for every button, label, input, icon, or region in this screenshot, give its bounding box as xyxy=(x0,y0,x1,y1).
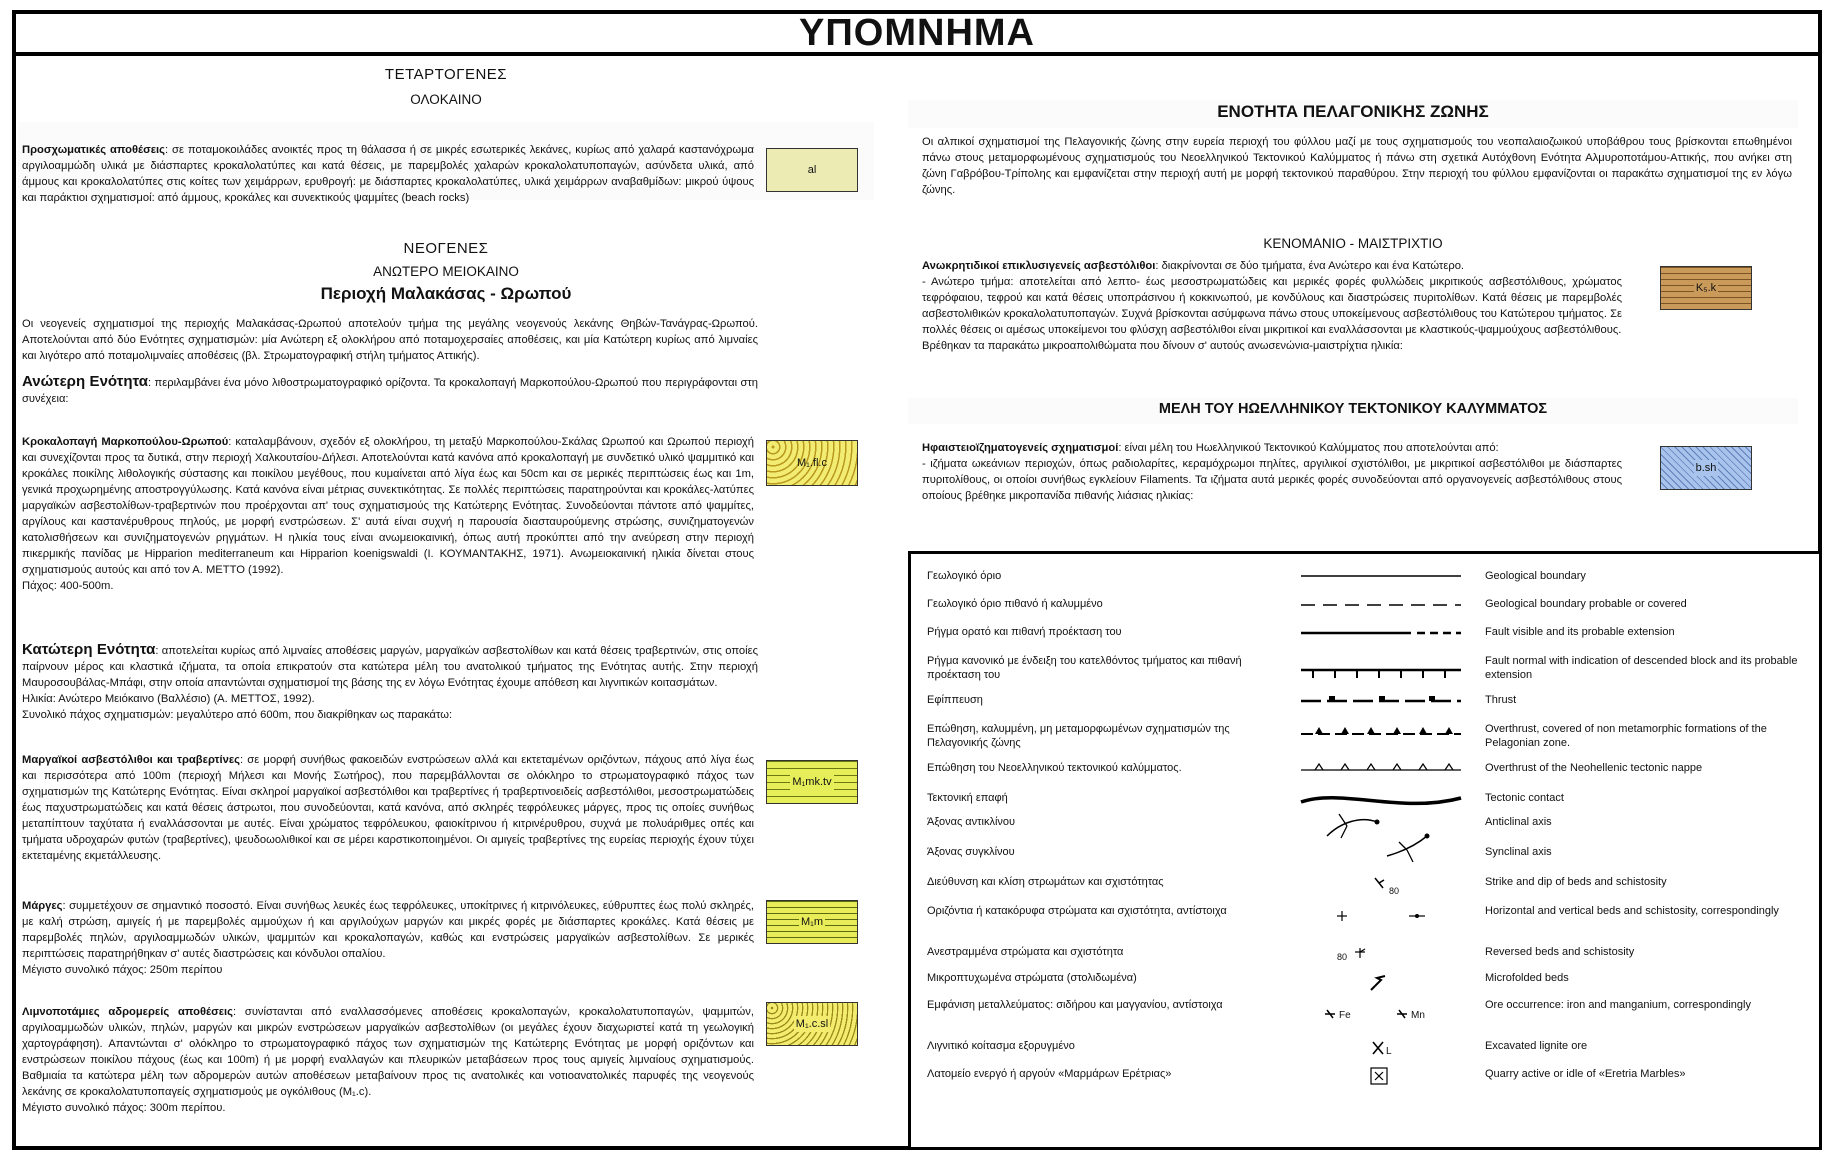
limestones-text: : διακρίνονται σε δύο τμήματα, ένα Ανώτερο και ένα Κατώτερο. xyxy=(1155,260,1465,272)
alluvial-description xyxy=(22,142,754,206)
symbol-marls-label: M₁m xyxy=(800,916,824,928)
legend-english: Tectonic contact xyxy=(1485,792,1564,804)
cenomanian-title: ΚΕΝΟΜΑΝΙΟ - ΜΑΙΣΤΡΙΧΤΙΟ xyxy=(1263,236,1443,251)
left-column xyxy=(18,62,874,1142)
limestones-upper: - Ανώτερο τμήμα: αποτελείται από λεπτο- έως μεσοστρωματώδεις και μερικές φορές φυλλώδεις μικριτικούς ασβεστόλιθους, χρώματος τεφρόφαιου, τεφρού και κατά θέσεις υποπράσινου ή κοκκινωπού, με κονδύλους και διαστρώσεις πυριτολίθων. Κατά θέσεις με παρεμβολές ασβεστολιθικών κροκαλολατυποπαγών. Συχνά βρίσκονται ασύμφωνα πάνω στους υποκείμενους ασβεστόλιθους του Κατώτερου τμήματος. Σε πολλές θέσεις οι αμέσως υποκείμενοι του φλύσχη ασβεστόλιθοι είναι μικριτικοί και εναλλάσσονται με κλαστικούς-ψαμμούχους ασβεστόλιθους. xyxy=(922,276,1622,336)
legend-greek: Ανεστραμμένα στρώματα και σχιστότητα xyxy=(927,946,1124,958)
symbol-marly-limestones xyxy=(766,760,858,804)
right-column xyxy=(908,94,1808,544)
legend-greek: Λατομείο ενεργό ή αργούν «Μαρμάρων Ερέτριας» xyxy=(927,1068,1172,1080)
legend-english: Thrust xyxy=(1485,694,1517,706)
period-quaternary: ΤΕΤΑΡΤΟΓΕΝΕΣ xyxy=(384,66,508,83)
marly-limestones-text: : σε μορφή συνήθως φακοειδών ενστρώσεων αλλά και εκτεταμένων οριζόντων, πάχους από λίγα έως και περισσότερα από 100m (περιοχή Μήλεσι και Μονής Σωτήρος), που παρεμβάλλονται σε ολόκληρο το στρωματογραφικό πάχος των σχηματισμών της Κατώτερης Ενότητας. Είναι σκληροί μαργαϊκοί ασβεστόλιθοι και τραβερτίνες ή τραβερτινοειδείς ασβεστόλιθοι, μεσοστρωματώδεις έως παχυστρωματώδεις και κατά θέσεις άστρωτοι, που συνοδεύονται, κατά κανόνα, από σκληρές τεφρόλευκες μάργες, προς τις οποίες συνήθως μεταπίπτουν ταχύτατα ή εναλλάσσονται με αυτές. Είναι χρώματος τεφρόλευκου, φαιοκίτρινου ή κιτρινέρυθρου, συχνά με πολυάριθμες οπές και τμήματα υδροχαρών φυτών (τραβερτίνες), ψευδοωολιθικοί και σε μέρει καρστικοποιημένοι. Οι αμιγείς τραβερτίνες της ευρείας περιοχής έχουν τύχει εκτεταμένης εκμετάλλευσης. xyxy=(22,754,754,862)
alluvial-text: : σε ποταμοκοιλάδες ανοικτές προς τη θάλασσα ή σε μικρές εσωτερικές λεκάνες, κυρίως από χαλαρά καστανόχρωμα αργιλοαμμώδη υλικά με διάσπαρτες κροκαλολατύπες και κατά θέσεις, με παρεμβολές χαλαρών κροκαλολατυποπαγών, ασύνδετα υλικά, από άμμους και κροκαλολατύπες στις κοίτες των χειμάρρων, ερυθρογή: με διάσπαρτες κροκαλολατύπες, υλικά χειμάρρων αναβαθμίδων: μικρού ύψους και παράκτιοι σχηματισμοί: από άμμους, κροκάλες και συνεκτικούς ψαμμίτες (beach rocks) xyxy=(22,144,754,204)
limestones-entry xyxy=(922,258,1622,354)
legend-english: Fault visible and its probable extension xyxy=(1485,626,1675,638)
marls-text: : συμμετέχουν σε σημαντικό ποσοστό. Είναι συνήθως λευκές έως τεφρόλευκες, υποκίτρινες ή κιτρινόλευκες, εύθρυπτες έως πολύ σκληρές, με καλή στρώση, αμιγείς ή με παρεμβολές αμμούχων ή και αργιλούχων μαργών και μικρές φορές με διάσπαρτες κροκάλες. Κατά θέσεις με παρεμβολές πηλών, αργιλοαμμωδών υλικών, ψαμμιτών και κροκαλοπαγών, καθώς και ενστρώσεις μαργαϊκών ασβεστολίθων. Σε μερικές περιπτώσεις παρατηρήθηκαν σ' αυτές διαστρώσεις και κόνδυλοι οπαλίου. xyxy=(22,900,754,960)
page-title: ΥΠΟΜΝΗΜΑ xyxy=(799,12,1035,54)
legend-greek: Άξονας συγκλίνου xyxy=(927,846,1015,858)
overthrust-icon xyxy=(1291,722,1471,758)
legend-greek: Λιγνιτικό κοίτασμα εξορυγμένο xyxy=(927,1040,1075,1052)
epoch-holocene: ΟΛΟΚΑΙΝΟ xyxy=(410,92,482,107)
legend-english: Horizontal and vertical beds and schistosity, correspondingly xyxy=(1485,905,1779,917)
neogene-intro: Οι νεογενείς σχηματισμοί της περιοχής Μαλακάσας-Ωρωπού αποτελούν τμήμα της μεγάλης νεογενούς λεκάνης Θηβών-Τανάγρας-Ωρωπού. Αποτελούνται από δύο Ενότητες σχηματισμών: μία Ανώτερη εξ ολοκλήρου από ποταμοχερσαίες αποθέσεις, και μία Κατώτερη κυρίως από λιμναίες και λιγότερο από ποταμολιμναίες αποθέσεις (βλ. Στρωματογραφική στήλη τμήματος Αττικής). xyxy=(22,318,758,362)
legend-greek: Επώθηση του Νεοελληνικού τεκτονικού καλύμματος. xyxy=(927,762,1182,774)
legend-english: Microfolded beds xyxy=(1485,972,1569,984)
lower-unit-text: : αποτελείται κυρίως από λιμναίες αποθέσεις μαργών, μαργαϊκών ασβεστολίθων και κατά θέσεις τραβερτινών, στις οποίες παίρνουν μέρος και κλαστικά ιζήματα, τα οποία επικρατούν στα κατώτερα μέλη του ανατολικού τμήματος της Ενότητας αυτής. Στην περιοχή Μαυροσουβάλας-Μπάφι, στην οποία απαντώνται σχηματισμοί της βάσης της εν λόγω Ενότητας έχουμε απόθεση και λιγνιτικών κοιτασμάτων. xyxy=(22,645,758,689)
legend-english: Excavated lignite ore xyxy=(1485,1040,1588,1052)
legend-english: Ore occurrence: iron and manganium, correspondingly xyxy=(1485,999,1751,1011)
lacustrine-thickness: Μέγιστο συνολικό πάχος: 300m περίπου. xyxy=(22,1102,226,1114)
lacustrine-text: : συνίστανται από εναλλασσόμενες αποθέσεις κροκαλοπαγών, κροκαλολατυποπαγών, ψαμμιτών, αργιλοαμμωδών υλικών, πηλών, μαργών και μικρών ενστρώσεων μαργαϊκών ασβεστολίθων (οι μεγάλες έχουν διαχωριστεί κατά τη γεωλογική χαρτογράφηση). Απαντώνται σ' ολόκληρο το στρωματογραφικό πάχος των σχηματισμών της Κατώτερης Ενότητας με μορφή οριζόντων και ενστρώσεων ποικίλου πάχους (έως και 100m) ή με μορφή εναλλαγών και πλευρικών μεταβάσεων προς τους αμιγείς λιμναίους σχηματισμούς. Βαθμιαία τα κατώτερα μέλη των αδρομερών αυτών αποθέσεων μεταβαίνουν προς τις ανατολικές και νοτιοανατολικές παρυφές της νεογενούς λεκάνης σε κροκαλολατυποπαγείς σχηματισμούς με ογκόλιθους (M₁.c). xyxy=(22,1006,754,1098)
legend-english: Geological boundary xyxy=(1485,570,1586,582)
title-bar xyxy=(12,10,1822,56)
strike-dip-value: 80 xyxy=(1389,886,1400,896)
limestones-fauna: Βρέθηκαν τα παρακάτω μικροαπολιθώματα που δίνουν σ' αυτούς ανωσενώνια-μαιστρίχτια ηλικία: xyxy=(922,340,1403,352)
upper-unit-term: Ανώτερη Ενότητα xyxy=(22,373,149,390)
symbol-limestones-label: K₅.k xyxy=(1695,282,1717,294)
ore-mn-label: Mn xyxy=(1411,1010,1425,1021)
legend-english: Fault normal with indication of descended block and its probable extension xyxy=(1485,655,1798,681)
marls-thickness: Μέγιστο συνολικό πάχος: 250m περίπου xyxy=(22,964,223,976)
symbol-marls xyxy=(766,900,858,944)
lacustrine-entry xyxy=(22,1004,754,1116)
legend-greek: Ρήγμα ορατό και πιθανή προέκταση του xyxy=(927,626,1122,638)
legend-greek: Εφίππευση xyxy=(927,694,983,706)
symbol-al xyxy=(766,148,858,192)
symbol-conglomerates xyxy=(766,440,858,486)
lower-unit xyxy=(22,642,758,723)
legend-english: Synclinal axis xyxy=(1485,846,1552,858)
alluvial-term: Προσχωματικές αποθέσεις xyxy=(22,144,165,156)
region-title: Περιοχή Μαλακάσας - Ωρωπού xyxy=(320,284,572,303)
legend-greek: Διεύθυνση και κλίση στρωμάτων και σχιστότητας xyxy=(927,876,1164,888)
legend-greek: Γεωλογικό όριο xyxy=(927,570,1002,582)
hellenic-title: ΜΕΛΗ ΤΟΥ ΗΩΕΛΛΗΝΙΚΟΥ ΤΕΚΤΟΝΙΚΟΥ ΚΑΛΥΜΜΑΤΟΣ xyxy=(908,398,1798,424)
syncline-icon xyxy=(1291,832,1471,868)
ore-icon xyxy=(1291,998,1471,1034)
symbol-volcanic xyxy=(1660,446,1752,490)
limestones-term: Ανωκρητιδικοί επικλυσιγενείς ασβεστόλιθοι xyxy=(922,260,1156,272)
volcanic-detail: - ιζήματα ωκεάνιων περιοχών, όπως ραδιολαρίτες, κεραμόχρωμοι πηλίτες, αργιλικοί σχιστόλιθοι, με μικριτικοί ασβεστόλιθοι με διάσπαρτες πυριτολίθους, οι οποίοι συνήθως εγκλείουν Filaments. Τα ιζήματα αυτά μερικές φορές συνοδεύονται από οργανογενείς ασβεστόλιθους στους οποίους βρέθηκε μικροπανίδα πιθανής λιάσιας ηλικίας: xyxy=(922,458,1622,502)
legend-english: Geological boundary probable or covered xyxy=(1485,598,1687,610)
upper-unit xyxy=(22,374,758,407)
normal-fault-icon xyxy=(1291,654,1471,690)
lower-unit-total: Συνολικό πάχος σχηματισμών: μεγαλύτερο από 600m, που διακρίθηκαν ως παρακάτω: xyxy=(22,709,453,721)
pelagonian-title: ΕΝΟΤΗΤΑ ΠΕΛΑΓΟΝΙΚΗΣ ΖΩΝΗΣ xyxy=(908,100,1798,128)
ore-fe-label: Fe xyxy=(1339,1010,1351,1021)
period-neogene: ΝΕΟΓΕΝΕΣ xyxy=(403,240,489,257)
horizontal-vertical-icon xyxy=(1291,904,1471,940)
marls-entry xyxy=(22,898,754,978)
legend-english: Reversed beds and schistosity xyxy=(1485,946,1635,958)
legend-english: Strike and dip of beds and schistosity xyxy=(1485,876,1667,888)
symbol-al-label: al xyxy=(807,164,817,176)
legend-greek: Μικροπτυχωμένα στρώματα (στολιδωμένα) xyxy=(927,972,1137,984)
pelagonian-text: Οι αλπικοί σχηματισμοί της Πελαγονικής ζώνης στην ευρεία περιοχή του φύλλου μαζί με τους σχηματισμούς του νεοπαλαιοζωικού υποβάθρου τους βρίσκονται επωθημένοι πάνω στους μεταμορφωμένους σχηματισμούς του Νεοελληνικού Τεκτονικού Καλύμματος ή πάνω στη σχετικά Αυτόχθονη Ενότητα Αλμυροποτάμου-Αττικής, που ανήκει στη ζώνη Γαβρόβου-Τρίπολης και εμφανίζεται στην περιοχή αυτή με μορφή τεκτονικού παραθύρου. Στην περιοχή του φύλλου εμφανίζονται οι παρακάτω σχηματισμοί της εν λόγω ζώνης. xyxy=(922,136,1792,196)
legend-greek: Ρήγμα κανονικό με ένδειξη του κατελθόντος τμήματος και πιθανή προέκταση του xyxy=(927,655,1242,681)
legend-greek: Γεωλογικό όριο πιθανό ή καλυμμένο xyxy=(927,598,1103,610)
legend-english: Anticlinal axis xyxy=(1485,816,1552,828)
conglomerates-thickness: Πάχος: 400-500m. xyxy=(22,580,114,592)
volcanic-entry xyxy=(922,440,1622,504)
lower-unit-term: Κατώτερη Ενότητα xyxy=(22,641,156,658)
symbol-limestones xyxy=(1660,266,1752,310)
symbol-volcanic-label: b.sh xyxy=(1695,462,1717,474)
symbol-lacustrine-label: M₁.c.sl xyxy=(795,1018,829,1030)
marls-term: Μάργες xyxy=(22,900,63,912)
marly-limestones-entry xyxy=(22,752,754,864)
symbol-legend xyxy=(908,551,1822,1150)
volcanic-text: : είναι μέλη του Ηωελληνικού Τεκτονικού Καλύμματος που αποτελούνται από: xyxy=(1118,442,1499,454)
lacustrine-term: Λιμνοποτάμιες αδρομερείς αποθέσεις xyxy=(22,1006,233,1018)
lignite-label: L xyxy=(1386,1046,1392,1057)
conglomerates-entry xyxy=(22,434,754,594)
legend-greek: Επώθηση, καλυμμένη, μη μεταμορφωμένων σχηματισμών της Πελαγονικής ζώνης xyxy=(927,723,1230,749)
epoch-upper-miocene: ΑΝΩΤΕΡΟ ΜΕΙΟΚΑΙΝΟ xyxy=(373,264,519,279)
conglomerates-term: Κροκαλοπαγή Μαρκοπούλου-Ωρωπού xyxy=(22,436,229,448)
symbol-marly-limestones-label: M₁mk.tv xyxy=(792,776,832,788)
symbol-lacustrine xyxy=(766,1002,858,1046)
lower-unit-age: Ηλικία: Ανώτερο Μειόκαινο (Βαλλέσιο) (Α. ΜΕΤΤΟΣ, 1992). xyxy=(22,693,315,705)
legend-greek: Τεκτονική επαφή xyxy=(927,792,1008,804)
volcanic-term: Ηφαιστειοϊζηματογενείς σχηματισμοί xyxy=(922,442,1119,454)
upper-unit-text: : περιλαμβάνει ένα μόνο λιθοστρωματογραφικό ορίζοντα. Τα κροκαλοπαγή Μαρκοπούλου-Ωρωπού που περιγράφονται στη συνέχεια: xyxy=(22,377,758,405)
reversed-value: 80 xyxy=(1337,952,1348,962)
legend-english: Quarry active or idle of «Eretria Marbles» xyxy=(1485,1068,1686,1080)
legend-english: Overthrust of the Neohellenic tectonic nappe xyxy=(1485,762,1703,774)
marly-limestones-term: Μαργαϊκοί ασβεστόλιθοι και τραβερτίνες xyxy=(22,754,241,766)
legend-greek: Οριζόντια ή κατακόρυφα στρώματα και σχιστότητα, αντίστοιχα xyxy=(927,905,1227,917)
legend-greek: Άξονας αντικλίνου xyxy=(927,816,1016,828)
legend-greek: Εμφάνιση μεταλλεύματος: σιδήρου και μαγγανίου, αντίστοιχα xyxy=(927,999,1223,1011)
conglomerates-text: : καταλαμβάνουν, σχεδόν εξ ολοκλήρου, τη μεταξύ Μαρκοπούλου-Σκάλας Ωρωπού και Ωρωπού περιοχή και συνεχίζονται προς τα δυτικά, στην περιοχή Χαλκουτσίου-Δήλεσι. Αποτελούνται κατά κανόνα από κροκαλοπαγή με συνδετικό υλικό ψαμμιτικό και κροκάλες ποικίλης λιθολογικής σύστασης και ποικίλου μεγέθους, που κυμαίνεται από λίγα έως και 50cm και σε μερικές περιπτώσεις έως και 1m, γενικά προχωρημένης αποστρογγύλωσης. Κατά κανόνα είναι μέτριας συνεκτικότητας. Σε πολλές περιπτώσεις παρατηρούνται και κροκάλες-λατύπες μαργαϊκών ασβεστολίθων-τραβερτινών που προέρχονται απ' τους σχηματισμούς της Κατώτερης Ενότητας. Συνοδεύονται πάντοτε από ψαμμίτες, αργίλους και καστανέρυθρους πηλούς, με μορφή ενστρώσεων. Σ' αυτά είναι συχνή η παρουσία διασταυρούμενης στρώσης, συνιζηματογενών κατολισθήσεων και συνιζηματογενών ρηγμάτων. Η ηλικία τους είναι ανωμειοκαινική, όπως αυτή προκύπτει από την ανεύρεση στην περιοχή πικερμικής πανίδας με Hipparion mediterraneum και Hipparion koenigswaldi (Ι. ΚΟΥΜΑΝΤΑΚΗΣ, 1971). Ανωμειοκαινική ηλικία δίνεται στους σχηματισμούς αυτούς και από τον Α. ΜΕΤΤΟ (1992). xyxy=(22,436,755,576)
legend-english: Overthrust, covered of non metamorphic formations of the Pelagonian zone. xyxy=(1485,723,1767,749)
alluvial-entry xyxy=(18,122,874,204)
quarry-icon xyxy=(1291,1068,1471,1104)
symbol-conglomerates-label: M₁.fl.c xyxy=(797,457,827,469)
